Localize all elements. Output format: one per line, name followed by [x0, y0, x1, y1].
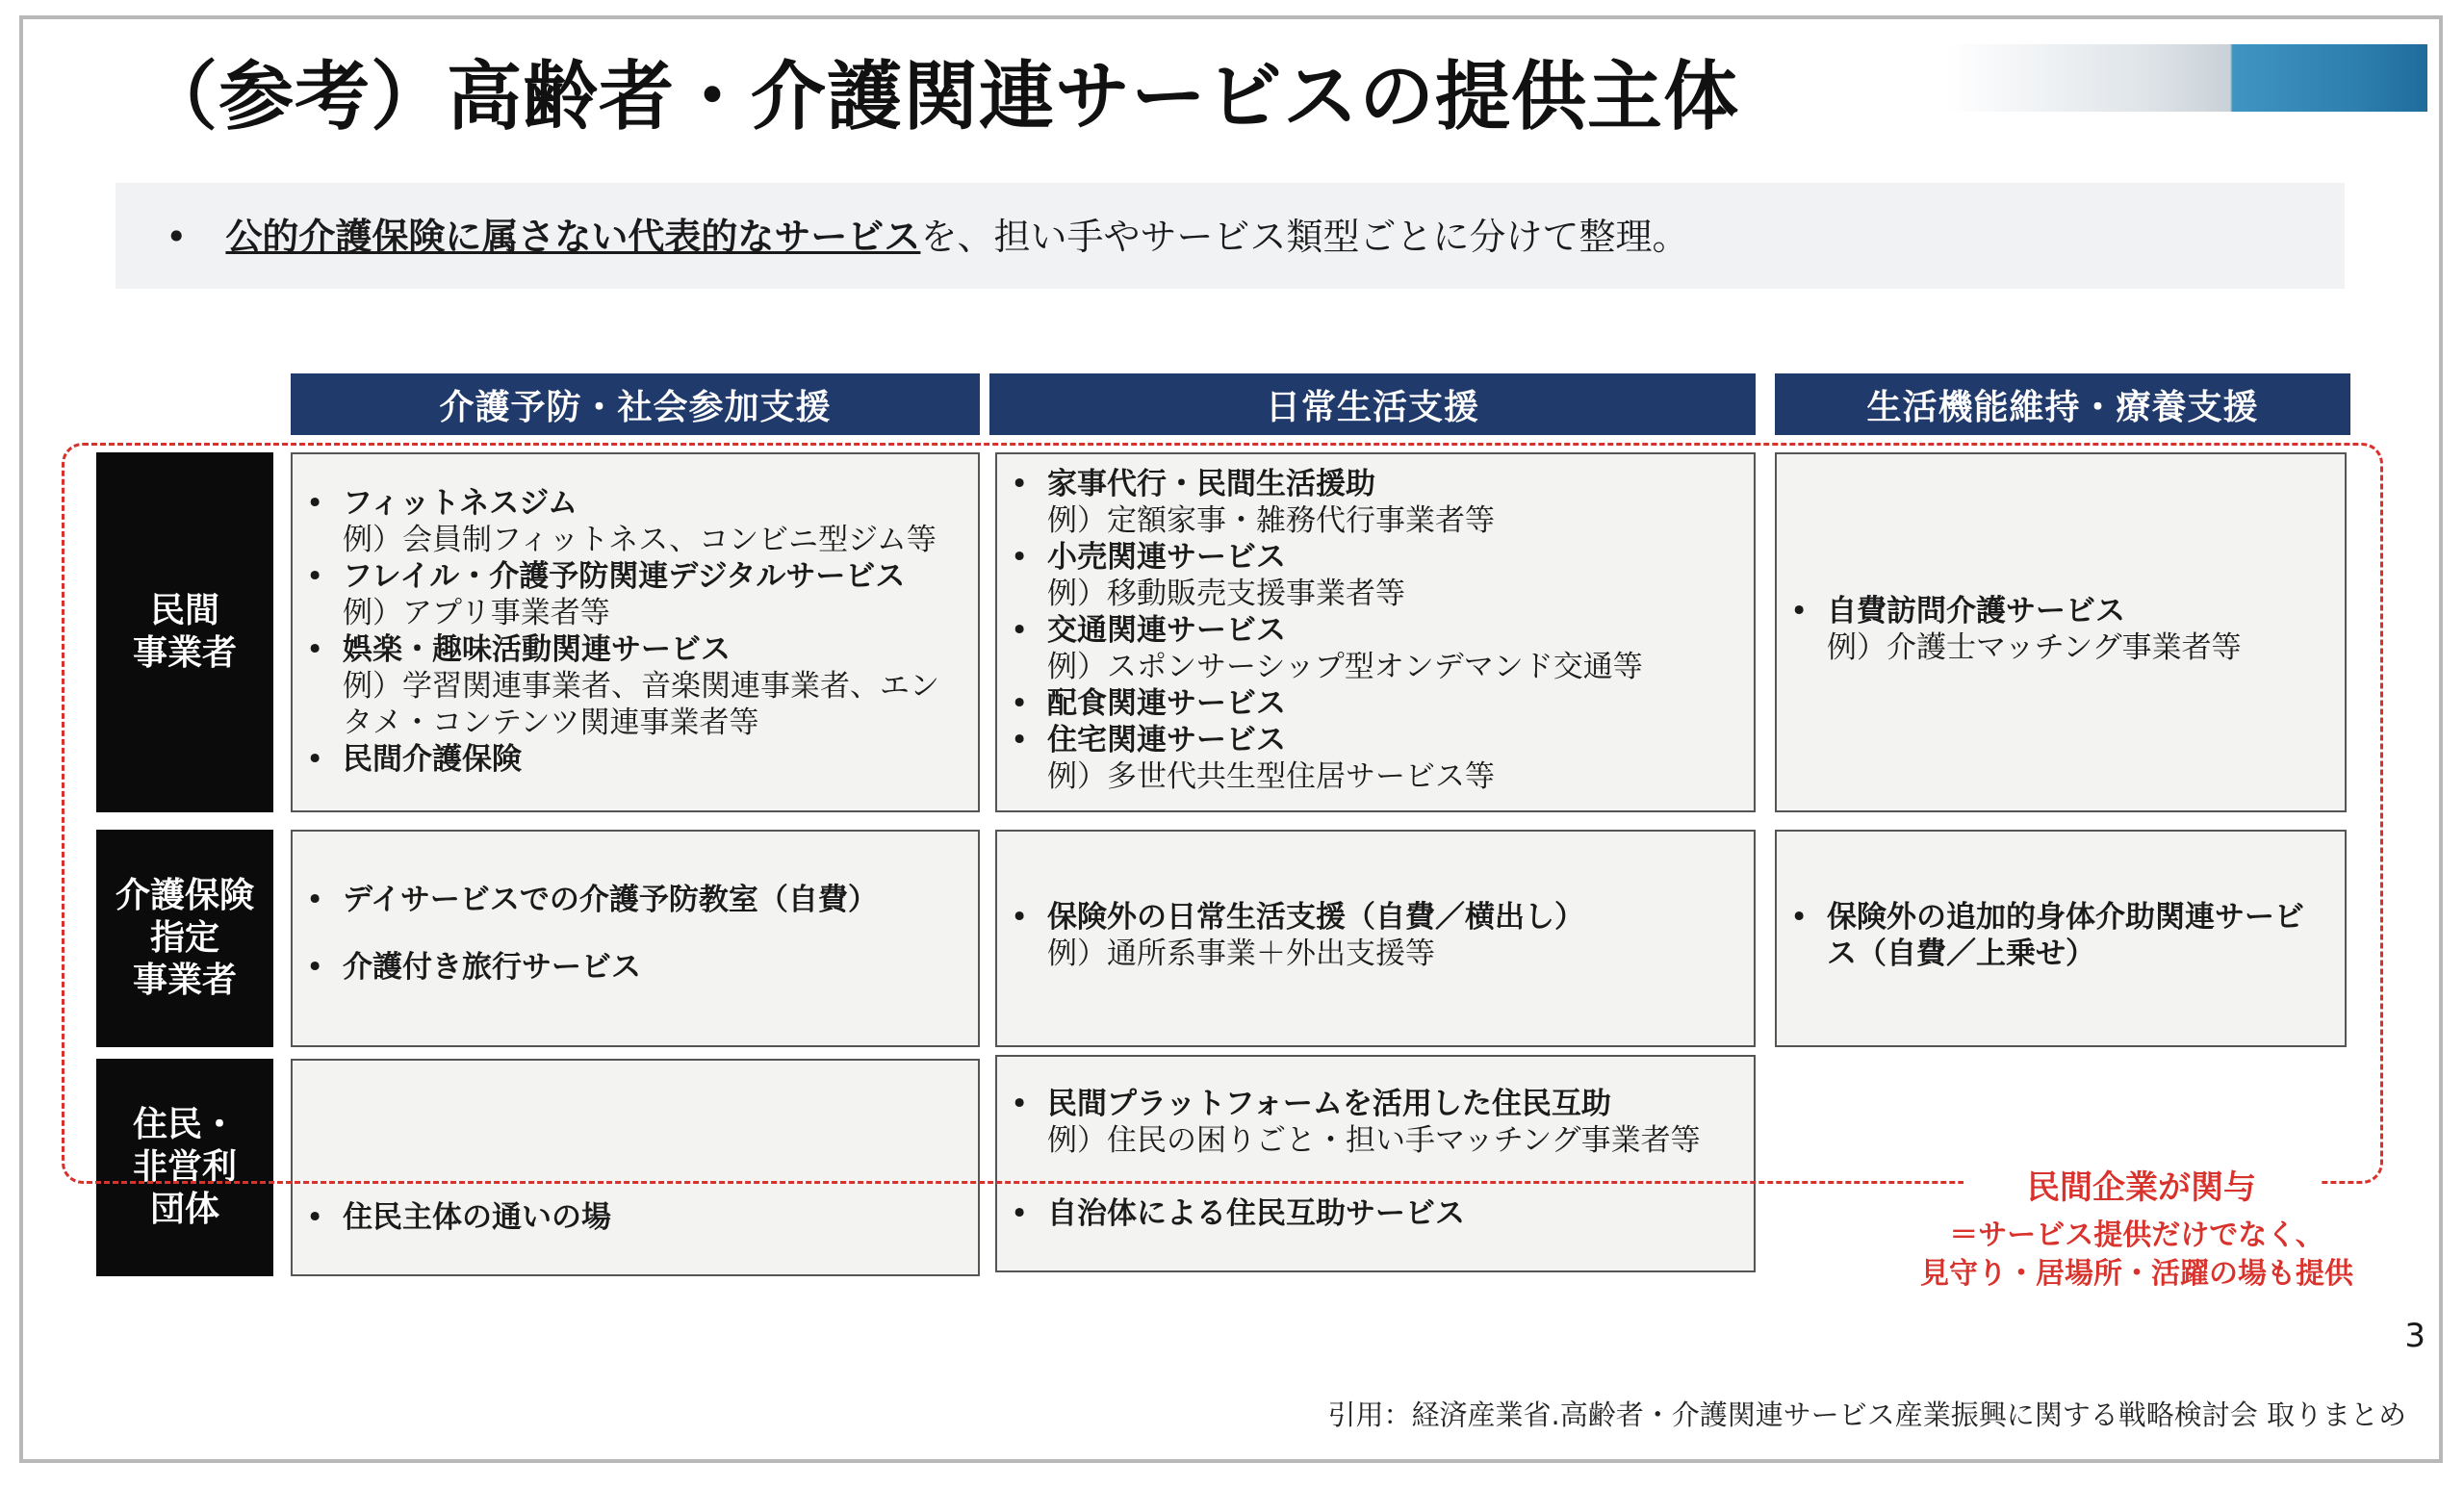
list-item: • 保険外の追加的身体介助関連サービ: [1790, 899, 2304, 936]
list-item: • 自費訪問介護サービス: [1790, 593, 2242, 629]
list-item: • 配食関連サービス: [1011, 685, 1643, 722]
citation: 引用：経済産業省.高齢者・介護関連サービス産業振興に関する戦略検討会 取りまとめ: [1327, 1398, 2406, 1431]
item-example: 例）アプリ事業者等: [343, 596, 610, 630]
list-item: • 住宅関連サービス: [1011, 722, 1643, 758]
item-example: 例）移動販売支援事業者等: [1047, 577, 1405, 611]
row-header-nonprofit-line1: 住民・: [132, 1105, 237, 1144]
page-number: 3: [2404, 1317, 2426, 1355]
item-example: 例）学習関連事業者、音楽関連事業者、エン: [343, 669, 939, 704]
private-involvement-label: 民間企業が関与: [2027, 1167, 2256, 1207]
column-header-daily-life: 日常生活支援: [989, 373, 1756, 435]
list-private-care-support: [1790, 593, 2242, 666]
list-insurance-care-support: [1790, 899, 2304, 972]
item-name-continued: ス（自費／上乗せ）: [1827, 936, 2095, 971]
item-example: 例）介護士マッチング事業者等: [1827, 630, 2242, 665]
list-item: • デイサービスでの介護予防教室（自費）: [306, 882, 878, 918]
list-insurance-daily-life: [1011, 899, 1584, 972]
header-decoration-bar: [1946, 44, 2427, 112]
summary-emphasis: 公的介護保険に属さない代表的なサービス: [225, 216, 921, 258]
list-private-daily-life: [1011, 466, 1643, 795]
list-private-prevention: [306, 485, 939, 778]
private-involvement-note: [1838, 1217, 2435, 1294]
list-item: • 介護付き旅行サービス: [306, 949, 878, 986]
item-example: 例）住民の困りごと・担い手マッチング事業者等: [1047, 1123, 1701, 1158]
list-item: • 民間プラットフォームを活用した住民互助: [1011, 1086, 1701, 1122]
list-item: • 住民主体の通いの場: [306, 1199, 611, 1236]
row-header-insurance-line2: 指定: [149, 918, 219, 958]
list-nonprofit-daily-life: [1011, 1086, 1701, 1159]
summary-text: [166, 214, 1688, 260]
list-item: • フィットネスジム: [306, 485, 939, 522]
summary-rest: を、担い手やサービス類型ごとに分けて整理。: [920, 216, 1689, 258]
list-item: • 小売関連サービス: [1011, 539, 1643, 576]
item-example-continued: タメ・コンテンツ関連事業者等: [343, 706, 759, 740]
list-insurance-prevention: [306, 882, 878, 986]
page-title: （参考）高齢者・介護関連サービスの提供主体: [142, 54, 1740, 141]
note-line-2: 見守り・居場所・活躍の場も提供: [1920, 1257, 2353, 1291]
summary-bullet: •: [166, 216, 188, 258]
list-item: • 交通関連サービス: [1011, 612, 1643, 649]
item-example: 例）会員制フィットネス、コンビニ型ジム等: [343, 523, 937, 557]
list-item: • 自治体による住民互助サービス: [1011, 1195, 1465, 1232]
note-line-1: ＝サービス提供だけでなく、: [1949, 1219, 2324, 1252]
item-example: 例）スポンサーシップ型オンデマンド交通等: [1047, 650, 1643, 684]
list-item: • 民間介護保険: [306, 741, 939, 778]
list-item: • フレイル・介護予防関連デジタルサービス: [306, 558, 939, 595]
list-item: • 家事代行・民間生活援助: [1011, 466, 1643, 502]
list-item: • 娯楽・趣味活動関連サービス: [306, 631, 939, 668]
list-item: • 保険外の日常生活支援（自費／横出し）: [1011, 899, 1584, 936]
list-nonprofit-prevention: [306, 1199, 611, 1236]
row-header-insurance-line3: 事業者: [132, 961, 237, 1000]
item-example: 例）通所系事業＋外出支援等: [1047, 936, 1435, 971]
row-header-private-line2: 事業者: [132, 633, 237, 673]
column-header-care-support: 生活機能維持・療養支援: [1775, 373, 2350, 435]
row-header-nonprofit-line2: 非営利: [132, 1147, 237, 1187]
row-header-nonprofit-line3: 団体: [149, 1190, 219, 1229]
row-header-private-line1: 民間: [149, 591, 219, 630]
item-example: 例）多世代共生型住居サービス等: [1047, 759, 1495, 794]
column-header-prevention: 介護予防・社会参加支援: [291, 373, 980, 435]
item-example: 例）定額家事・雑務代行事業者等: [1047, 503, 1495, 538]
list-nonprofit-daily-life-2: [1011, 1195, 1465, 1232]
row-header-insurance-line1: 介護保険: [115, 876, 254, 915]
